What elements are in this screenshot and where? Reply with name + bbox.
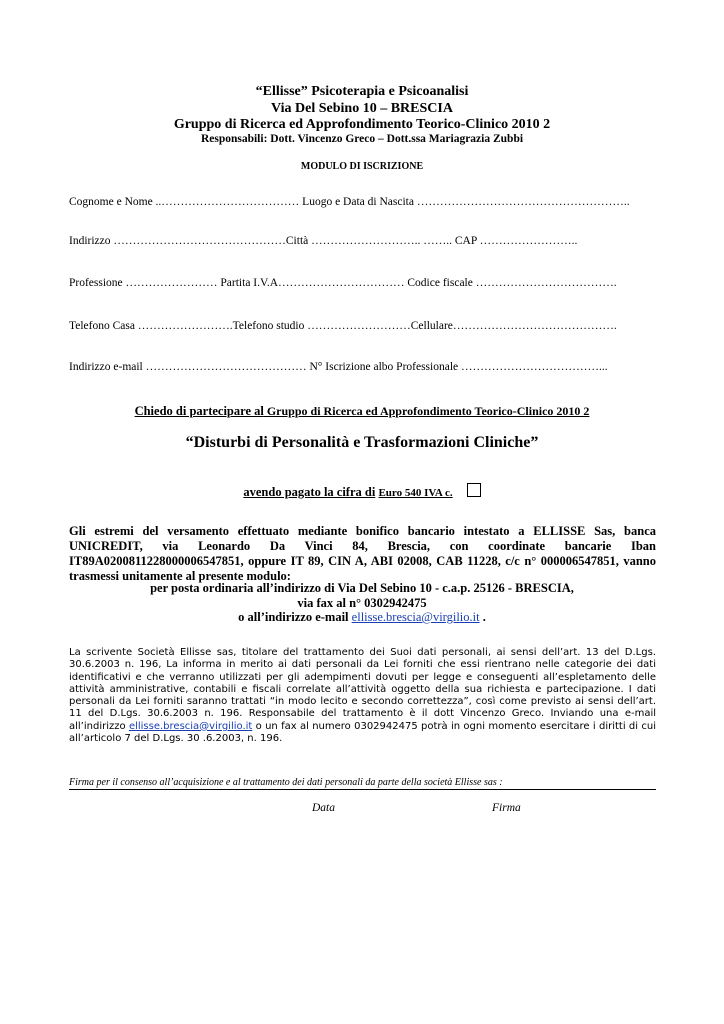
privacy-text-1: La scrivente Società Ellisse sas, titolare del trattamento dei Suoi dati personali, ai sensi dell’art. 13 del D.Lgs. 30.6.2003 n. 196, La informa in merito ai dati personali da Lei forniti che essi rientrano nelle categorie dei dati identificativi e che verranno utilizzati per gli adempimenti dovuti per legge e conseguenti all’espletamento delle attività amministrative, contabili e fiscali correlate all’attività oggetto della sua richiesta e partecipazione. I dati personali da Lei forniti saranno trattati “in modo lecito e secondo correttezza”, così come previsto ai sensi dell’art. 11 del D.Lgs. 30.6.2003 n. 196. Responsabile del trattamento è il dott Vincenzo Greco. Inviando una e-mail all’indirizzo (69, 647, 656, 732)
request-suffix: Gruppo di Ricerca ed Approfondimento Teorico-Clinico 2010 2 (263, 404, 590, 418)
send-email-prefix: o all’indirizzo e-mail (238, 610, 352, 624)
send-email-line (0, 610, 724, 625)
payment-amount: Euro 540 IVA c. (378, 487, 453, 499)
org-address: Via Del Sebino 10 – BRESCIA (271, 101, 453, 116)
field-row-phones: Telefono Casa …………………….Telefono studio ………………………Cellulare……………………………………. (69, 320, 617, 332)
field-row-address: Indirizzo ………………………………………Città ……………………….. …….. CAP …………………….. (69, 235, 578, 247)
responsabili: Responsabili: Dott. Vincenzo Greco – Dott.ssa Mariagrazia Zubbi (200, 133, 524, 145)
signature-divider (69, 789, 656, 790)
payment-text: avendo pagato la cifra di (243, 485, 376, 499)
field-row-profession: Professione …………………… Partita I.V.A…………………………… Codice fiscale ………………………………. (69, 277, 617, 289)
send-email-link[interactable]: ellisse.brescia@virgilio.it (351, 610, 480, 624)
privacy-text-2: o un fax al numero 0302942475 potrà in ogni momento esercitare i diritti di cui all’articolo 7 del D.Lgs. 30 .6.2003, n. 196. (69, 720, 656, 745)
date-label: Data (312, 802, 335, 814)
field-row-email: Indirizzo e-mail …………………………………… N° Iscrizione albo Professionale ………………………………... (69, 361, 608, 373)
payment-line (0, 483, 724, 500)
signature-label: Firma (492, 802, 521, 814)
send-instructions (0, 581, 724, 625)
org-name: “Ellisse” Psicoterapia e Psicoanalisi (255, 84, 469, 99)
send-fax: via fax al n° 0302942475 (297, 595, 427, 610)
consent-note: Firma per il consenso all’acquisizione e al trattamento dei dati personali da parte della società Ellisse sas : (69, 777, 503, 788)
privacy-email-link[interactable]: ellisse.brescia@virgilio.it (128, 720, 253, 732)
privacy-notice (69, 647, 656, 745)
send-email-suffix: . (479, 610, 486, 624)
form-title: MODULO DI ISCRIZIONE (300, 161, 424, 172)
group-title: Gruppo di Ricerca ed Approfondimento Teorico-Clinico 2010 2 (173, 117, 551, 132)
course-title: “Disturbi di Personalità e Trasformazioni Cliniche” (185, 434, 539, 451)
bank-details: Gli estremi del versamento effettuato mediante bonifico bancario intestato a ELLISSE Sas, banca UNICREDIT, via Leonardo Da Vinci 84, Brescia, con coordinate bancarie Iban IT89A0200811228000006547851, oppure IT 89, CIN A, ABI 02008, CAB 11228, c/c n° 000006547851, vanno trasmessi unitamente al presente modulo: (69, 524, 656, 583)
send-post: per posta ordinaria all’indirizzo di Via Del Sebino 10 - c.a.p. 25126 - BRESCIA, (150, 581, 574, 595)
request-prefix: Chiedo di partecipare al (134, 404, 264, 418)
payment-checkbox[interactable] (467, 483, 481, 497)
participation-request (0, 404, 724, 419)
field-row-name-birth: Cognome e Nome ..……………………………… Luogo e Data di Nascita ……………………………………………….. (69, 196, 630, 208)
